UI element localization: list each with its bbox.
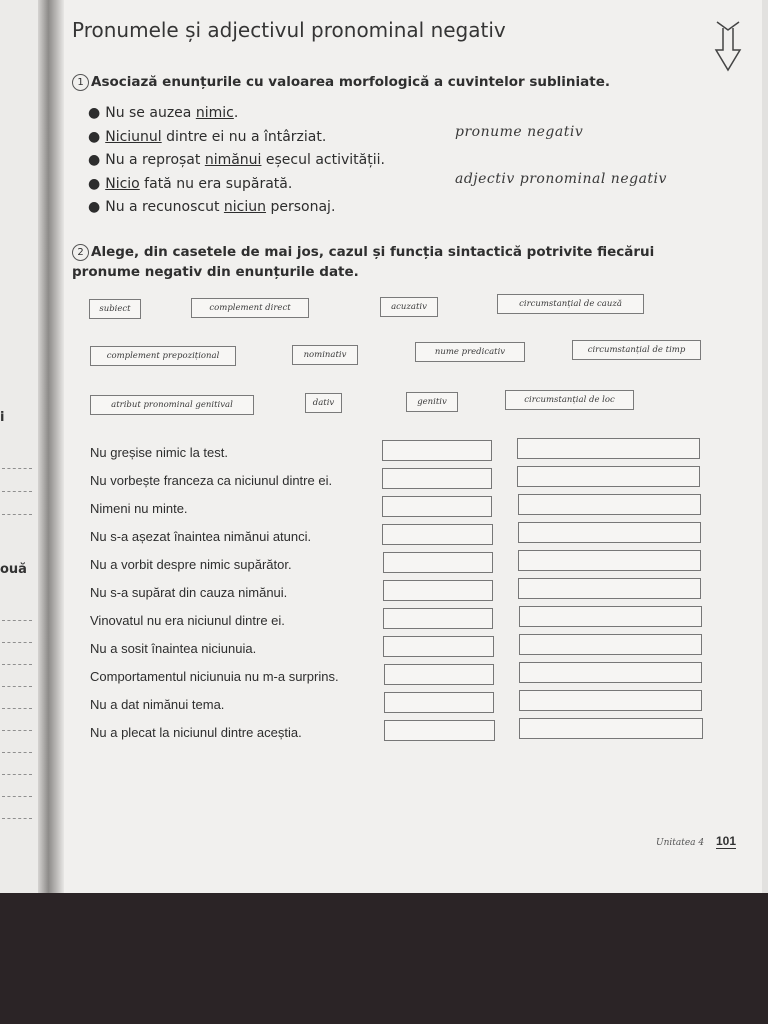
exercise-2-instruction: 2 Alege, din casetele de mai jos, cazul și funcția sintactică potrivite fiecărui pronume negativ din enunțurile date. — [72, 244, 655, 280]
option-box: circumstanțial de cauză — [497, 294, 644, 314]
function-answer-box[interactable] — [519, 606, 702, 627]
list-item: ● Nicio fată nu era supărată. — [88, 175, 293, 192]
left-page-dash — [2, 642, 32, 643]
exercise-1-sentence-list — [88, 102, 385, 220]
exercise-2-sentence: Nu vorbește franceza ca niciunul dintre ei. — [90, 473, 333, 488]
exercise-2-sentence: Nimeni nu minte. — [90, 501, 188, 516]
left-page-dash — [2, 708, 32, 709]
left-page-dash — [2, 686, 32, 687]
exercise-number-badge: 2 — [72, 244, 89, 261]
case-answer-box[interactable] — [382, 524, 493, 545]
option-box: nume predicativ — [415, 342, 525, 362]
left-page-dash — [2, 818, 32, 819]
page-title: Pronumele și adjectivul pronominal negativ — [72, 18, 506, 42]
left-page-dash — [2, 664, 32, 665]
case-answer-box[interactable] — [384, 664, 494, 685]
left-page-dash — [2, 796, 32, 797]
left-page-dash — [2, 468, 32, 469]
case-answer-box[interactable] — [383, 608, 493, 629]
left-page-fragment: ouă — [0, 562, 27, 577]
exercise-2-sentence: Nu greșise nimic la test. — [90, 445, 228, 460]
list-item: ● Nu a recunoscut niciun personaj. — [88, 199, 336, 215]
case-answer-box[interactable] — [383, 636, 494, 657]
case-answer-box[interactable] — [382, 496, 492, 517]
exercise-number-badge: 1 — [72, 74, 89, 91]
function-answer-box[interactable] — [519, 690, 702, 711]
option-box: dativ — [305, 393, 342, 413]
function-answer-box[interactable] — [517, 438, 700, 459]
left-page-dash — [2, 752, 32, 753]
case-answer-box[interactable] — [384, 720, 495, 741]
case-answer-box[interactable] — [384, 692, 494, 713]
option-box: genitiv — [406, 392, 458, 412]
exercise-2-sentence: Nu a vorbit despre nimic supărător. — [90, 557, 292, 572]
option-box: circumstanțial de loc — [505, 390, 634, 410]
left-page-edge — [0, 0, 38, 893]
case-answer-box[interactable] — [383, 552, 493, 573]
option-box: atribut pronominal genitival — [90, 395, 254, 415]
option-box: complement prepozițional — [90, 346, 236, 366]
left-page-fragment: i — [0, 410, 5, 425]
left-page-dash — [2, 514, 32, 515]
left-page-dash — [2, 491, 32, 492]
case-answer-box[interactable] — [382, 440, 492, 461]
function-answer-box[interactable] — [517, 466, 700, 487]
function-answer-box[interactable] — [519, 662, 702, 683]
option-box: subiect — [89, 299, 141, 319]
footer-unit-label: Unitatea 4 — [656, 838, 705, 848]
option-box: nominativ — [292, 345, 358, 365]
answer-adjectiv-pronominal-negativ: adjectiv pronominal negativ — [455, 171, 667, 187]
book-gutter — [38, 0, 64, 893]
list-item: ● Nu se auzea nimic. — [88, 105, 239, 121]
option-box: circumstanțial de timp — [572, 340, 701, 360]
function-answer-box[interactable] — [518, 550, 701, 571]
case-answer-box[interactable] — [383, 580, 493, 601]
function-answer-box[interactable] — [518, 522, 701, 543]
function-answer-box[interactable] — [518, 578, 701, 599]
exercise-2-sentence: Nu s-a supărat din cauza nimănui. — [90, 585, 288, 600]
exercise-2-sentence: Comportamentul niciunuia nu m-a surprins. — [90, 669, 339, 684]
left-page-dash — [2, 620, 32, 621]
exercise-1-instruction: 1 Asociază enunțurile cu valoarea morfologică a cuvintelor subliniate. — [72, 72, 692, 92]
function-answer-box[interactable] — [519, 634, 702, 655]
exercise-2-sentence: Nu a plecat la niciunul dintre aceștia. — [90, 725, 302, 740]
list-item: ● Nu a reproșat nimănui eșecul activității. — [88, 152, 385, 168]
exercise-2-sentence: Nu s-a așezat înaintea nimănui atunci. — [90, 529, 312, 544]
option-box: complement direct — [191, 298, 309, 318]
exercise-2-sentence: Nu a dat nimănui tema. — [90, 697, 225, 712]
down-arrow-icon — [714, 20, 742, 72]
case-answer-box[interactable] — [382, 468, 492, 489]
exercise-2-sentence: Nu a sosit înaintea niciunuia. — [90, 641, 257, 656]
function-answer-box[interactable] — [519, 718, 703, 739]
exercise-2-sentence: Vinovatul nu era niciunul dintre ei. — [90, 613, 285, 628]
right-page-edge — [762, 0, 768, 893]
answer-pronume-negativ: pronume negativ — [455, 124, 584, 140]
option-box: acuzativ — [380, 297, 438, 317]
left-page-dash — [2, 730, 32, 731]
function-answer-box[interactable] — [518, 494, 701, 515]
left-page-dash — [2, 774, 32, 775]
page-number: 101 — [716, 834, 737, 848]
list-item: ● Niciunul dintre ei nu a întârziat. — [88, 128, 327, 145]
